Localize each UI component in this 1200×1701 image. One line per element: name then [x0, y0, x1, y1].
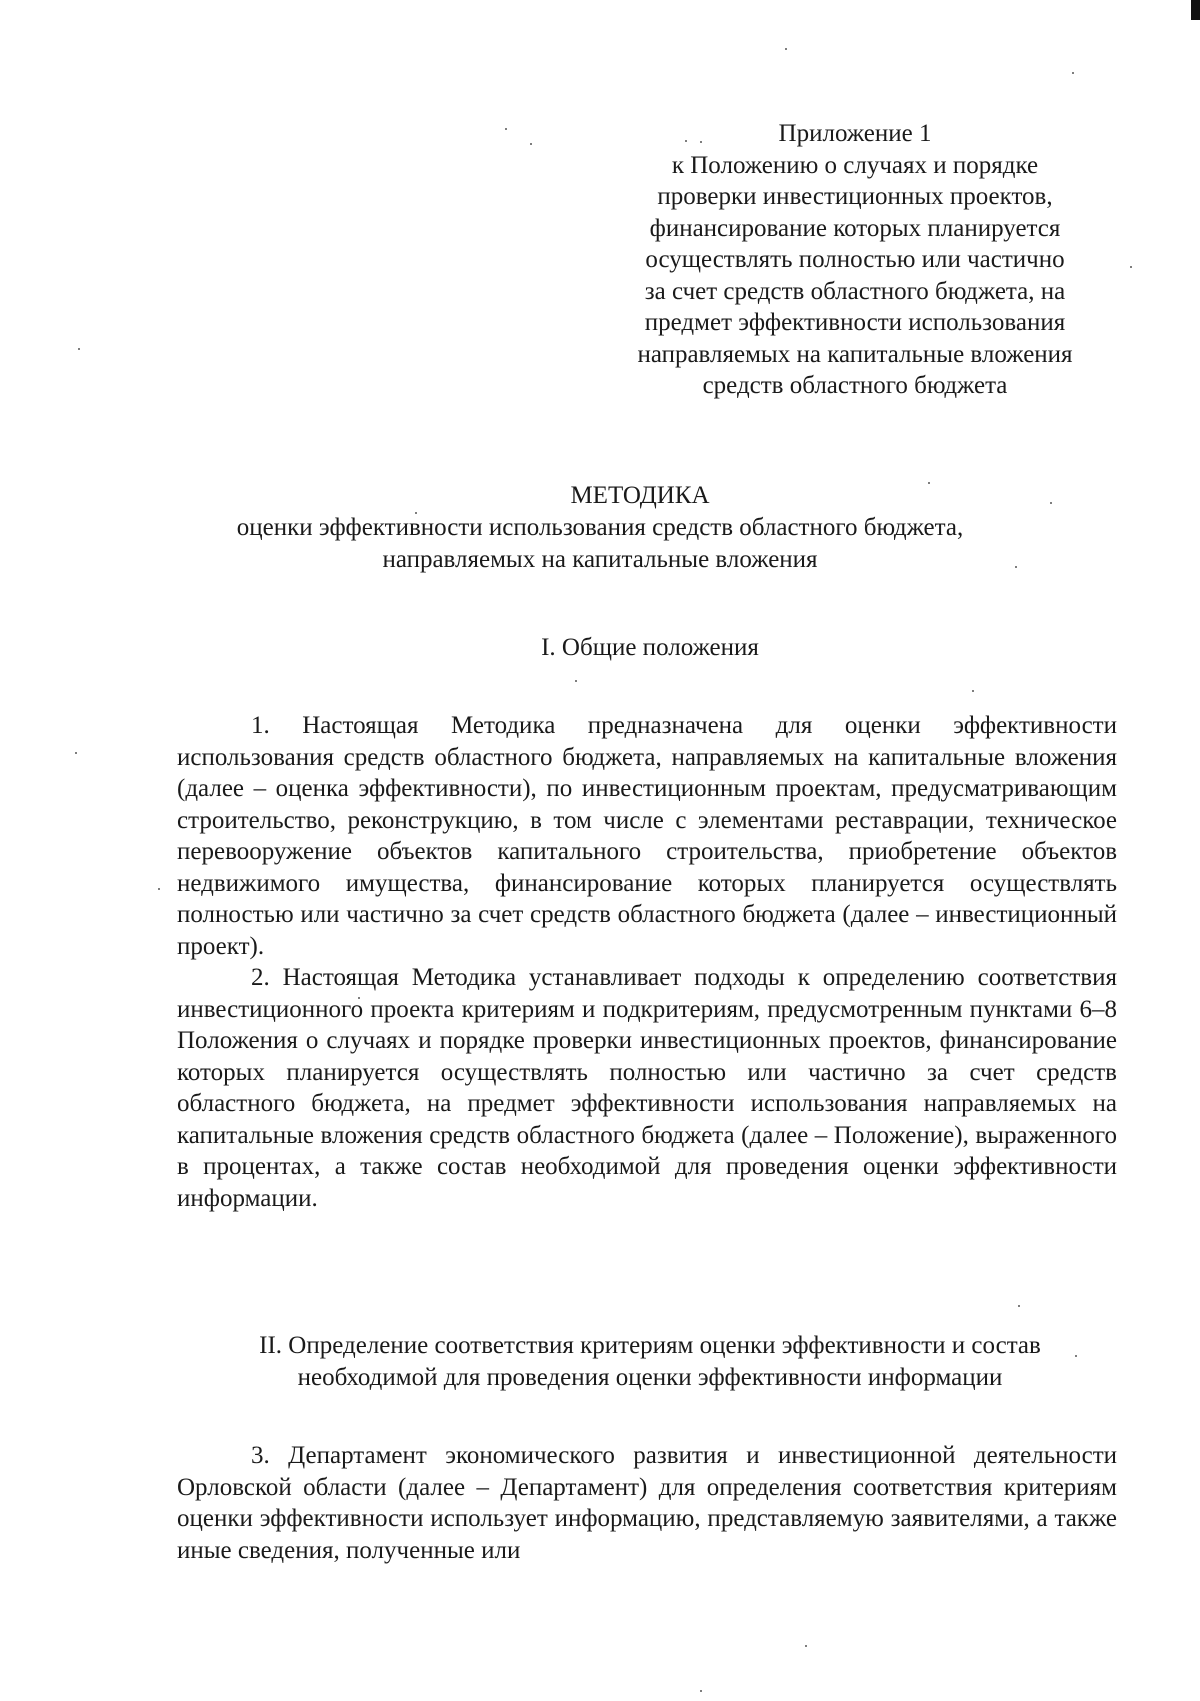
title-line-3: направляемых на капитальные вложения	[382, 546, 818, 573]
scan-speck	[805, 1645, 807, 1647]
appendix-line: проверки инвестиционных проектов,	[657, 183, 1053, 210]
document-title	[0, 480, 1200, 576]
section-1-body	[177, 710, 1117, 1214]
scan-speck	[530, 143, 532, 145]
appendix-line: финансирование которых планируется	[649, 214, 1061, 242]
scan-speck	[1072, 72, 1074, 74]
title-line-2: оценки эффективности использования средств областного бюджета,	[236, 514, 964, 541]
section-2-heading-line-2: необходимой для проведения оценки эффективности информации	[297, 1364, 1003, 1391]
scan-speck	[78, 348, 80, 350]
appendix-line: осуществлять полностью или частично	[645, 246, 1065, 273]
title-main: МЕТОДИКА	[570, 482, 710, 509]
appendix-line: средств областного бюджета	[702, 372, 1008, 399]
scan-speck	[785, 48, 787, 50]
scan-speck	[505, 128, 507, 130]
scan-speck	[575, 680, 577, 682]
section-1-heading: I. Общие положения	[541, 634, 759, 661]
scan-corner-mark	[1191, 0, 1200, 20]
scan-speck	[75, 752, 77, 754]
scan-speck	[158, 888, 160, 890]
appendix-line: направляемых на капитальные вложения	[637, 340, 1073, 368]
section-2-body	[177, 1440, 1117, 1566]
section-2-heading-line-1: II. Определение соответствия критериям оценки эффективности и состав	[259, 1332, 1041, 1359]
scan-speck	[700, 1690, 702, 1692]
appendix-line: Приложение 1	[778, 120, 932, 147]
paragraph-2: 2. Настоящая Методика устанавливает подходы к определению соответствия инвестиционного проекта критериям и подкритериям, предусмотренным пунктами 6–8 Положения о случаях и порядке проверки инвестиционных проектов, финансирование которых планируется осуществлять полностью или частично за счет средств областного бюджета, на предмет эффективности использования направляемых на капитальные вложения средств областного бюджета (далее – Положение), выраженного в процентах, а также состав необходимой для проведения оценки эффективности информации.	[177, 964, 1117, 1212]
paragraph-1: 1. Настоящая Методика предназначена для оценки эффективности использования средств областного бюджета, направляемых на капитальные вложения (далее – оценка эффективности), по инвестиционным проектам, предусматривающим строительство, реконструкцию, в том числе с элементами реставрации, техническое перевооружение объектов капитального строительства, приобретение объектов недвижимого имущества, финансирование которых планируется осуществлять полностью или частично за счет средств областного бюджета (далее – инвестиционный проект).	[177, 712, 1117, 960]
scan-speck	[1130, 266, 1132, 268]
paragraph-3: 3. Департамент экономического развития и инвестиционной деятельности Орловской области (далее – Департамент) для определения соответствия критериям оценки эффективности использует информацию, представляемую заявителями, а также иные сведения, полученные или	[177, 1442, 1117, 1564]
appendix-line: к Положению о случаях и порядке	[671, 151, 1039, 179]
scan-speck	[1018, 1305, 1020, 1307]
section-2-heading	[180, 1330, 1120, 1394]
appendix-header	[590, 118, 1120, 402]
appendix-line: за счет средств областного бюджета, на	[644, 277, 1066, 305]
scan-speck	[972, 690, 974, 692]
appendix-line: предмет эффективности использования	[644, 309, 1066, 336]
